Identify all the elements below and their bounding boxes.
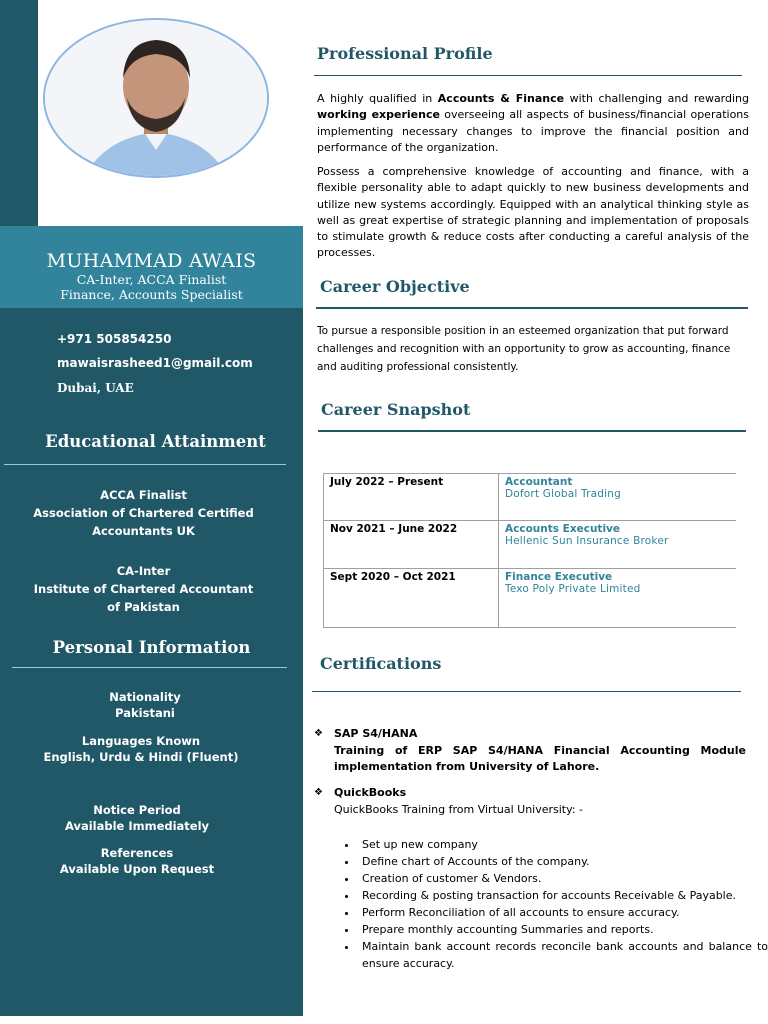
list-item: • Recording & posting transaction for accounts Receivable & Payable. xyxy=(358,887,768,904)
personal-value: Available Immediately xyxy=(64,819,210,833)
profile-emphasis: Accounts & Finance xyxy=(437,92,565,105)
personal-label: Notice Period xyxy=(93,803,181,817)
personal-value: Available Upon Request xyxy=(59,862,215,876)
quickbooks-skill-list xyxy=(334,836,768,972)
list-item: • Define chart of Accounts of the company. xyxy=(358,853,768,870)
personal-value: Pakistani xyxy=(115,706,175,720)
certification-title: SAP S4/HANA xyxy=(334,727,418,740)
job-title: Finance Executive xyxy=(505,571,613,583)
list-item: • Creation of customer & Vendors. xyxy=(358,870,768,887)
name-banner xyxy=(0,226,303,308)
diamond-bullet-icon: ❖ xyxy=(314,728,323,739)
personal-value: English, Urdu & Hindi (Fluent) xyxy=(43,750,239,764)
list-item: • Prepare monthly accounting Summaries and reports. xyxy=(358,921,768,938)
job-company: Texo Poly Private Limited xyxy=(505,583,641,595)
education-title: CA-Inter xyxy=(116,564,171,578)
profile-paragraph-1 xyxy=(317,91,749,156)
profile-text: with challenging and rewarding xyxy=(564,92,750,105)
certification-sap xyxy=(314,726,746,776)
education-item-acca xyxy=(0,486,295,540)
candidate-subtitle-1: CA-Inter, ACCA Finalist xyxy=(76,272,227,287)
job-dates: Nov 2021 – June 2022 xyxy=(324,521,499,569)
education-line: Institute of Chartered Accountant xyxy=(33,582,254,596)
personal-label: Nationality xyxy=(109,690,181,704)
personal-divider xyxy=(12,667,287,668)
list-item: • Perform Reconciliation of all accounts to ensure accuracy. xyxy=(358,904,768,921)
job-title: Accountant xyxy=(505,476,573,488)
personal-label: Languages Known xyxy=(81,734,201,748)
profile-emphasis: working experience xyxy=(317,108,440,122)
sidebar-top-strip xyxy=(0,0,38,226)
job-details xyxy=(499,569,737,628)
certification-desc: QuickBooks Training from Virtual University: - xyxy=(334,802,584,816)
contact-email[interactable]: mawaisrasheed1@gmail.com xyxy=(57,356,253,370)
profile-photo xyxy=(43,18,269,178)
job-title: Accounts Executive xyxy=(505,523,621,535)
job-details xyxy=(499,474,737,521)
table-row xyxy=(324,474,737,521)
personal-heading: Personal Information xyxy=(52,638,251,657)
education-line: of Pakistan xyxy=(107,600,180,614)
personal-label: References xyxy=(100,846,174,860)
profile-text: A highly qualified in xyxy=(317,92,438,105)
certifications-heading: Certifications xyxy=(320,654,442,673)
education-line: Association of Chartered Certified xyxy=(33,506,254,520)
career-snapshot-table xyxy=(323,473,736,628)
education-line: Accountants UK xyxy=(92,524,195,538)
job-company: Hellenic Sun Insurance Broker xyxy=(505,535,669,547)
job-dates: July 2022 – Present xyxy=(324,474,499,521)
certification-desc: Training of ERP SAP S4/HANA Financial Accounting Module implementation from University of Lahore. xyxy=(334,743,746,773)
contact-location: Dubai, UAE xyxy=(57,381,134,395)
sidebar xyxy=(0,308,303,1016)
table-row xyxy=(324,569,737,628)
list-item: • Set up new company xyxy=(358,836,768,853)
certifications-divider xyxy=(312,691,741,692)
job-details xyxy=(499,521,737,569)
objective-divider xyxy=(316,307,748,309)
snapshot-heading: Career Snapshot xyxy=(321,400,471,419)
person-portrait-icon xyxy=(45,20,267,176)
personal-item-references xyxy=(0,845,282,877)
candidate-subtitle-2: Finance, Accounts Specialist xyxy=(60,287,243,302)
profile-paragraph-2: Possess a comprehensive knowledge of accounting and finance, with a flexible personality able to adapt quickly to new business developments and utilize new systems accordingly. Equipped with an analytical thinking style as well as great expertise of strategic planning and implementation of proposals to stimulate growth & reduce costs after conducting a careful analysis of the processes. xyxy=(317,165,749,260)
education-divider xyxy=(4,464,286,465)
job-company: Dofort Global Trading xyxy=(505,488,621,500)
profile-divider xyxy=(314,75,742,76)
personal-item-nationality xyxy=(0,689,290,721)
personal-item-languages xyxy=(0,733,286,765)
education-title: ACCA Finalist xyxy=(100,488,187,502)
certification-title: QuickBooks xyxy=(334,786,407,799)
profile-text: overseeing all aspects of business/financial operations implementing necessary changes to improve the financial position and performance of the organization. xyxy=(317,108,750,154)
list-item: • Maintain bank account records reconcile bank accounts and balance to ensure accuracy. xyxy=(358,938,768,972)
candidate-name: MUHAMMAD AWAIS xyxy=(46,250,257,272)
diamond-bullet-icon: ❖ xyxy=(314,787,323,798)
table-row xyxy=(324,521,737,569)
personal-item-notice xyxy=(0,802,282,834)
education-heading: Educational Attainment xyxy=(45,432,266,451)
objective-heading: Career Objective xyxy=(320,277,470,296)
certification-quickbooks xyxy=(314,785,746,818)
snapshot-divider xyxy=(318,430,746,432)
profile-heading: Professional Profile xyxy=(317,44,493,63)
objective-text: To pursue a responsible position in an esteemed organization that put forward challenges and recognition with an opportunity to grow as accounting, finance and auditing professional consistently. xyxy=(317,325,731,373)
contact-phone[interactable]: +971 505854250 xyxy=(57,332,172,346)
job-dates: Sept 2020 – Oct 2021 xyxy=(324,569,499,628)
education-item-ca xyxy=(0,562,295,616)
